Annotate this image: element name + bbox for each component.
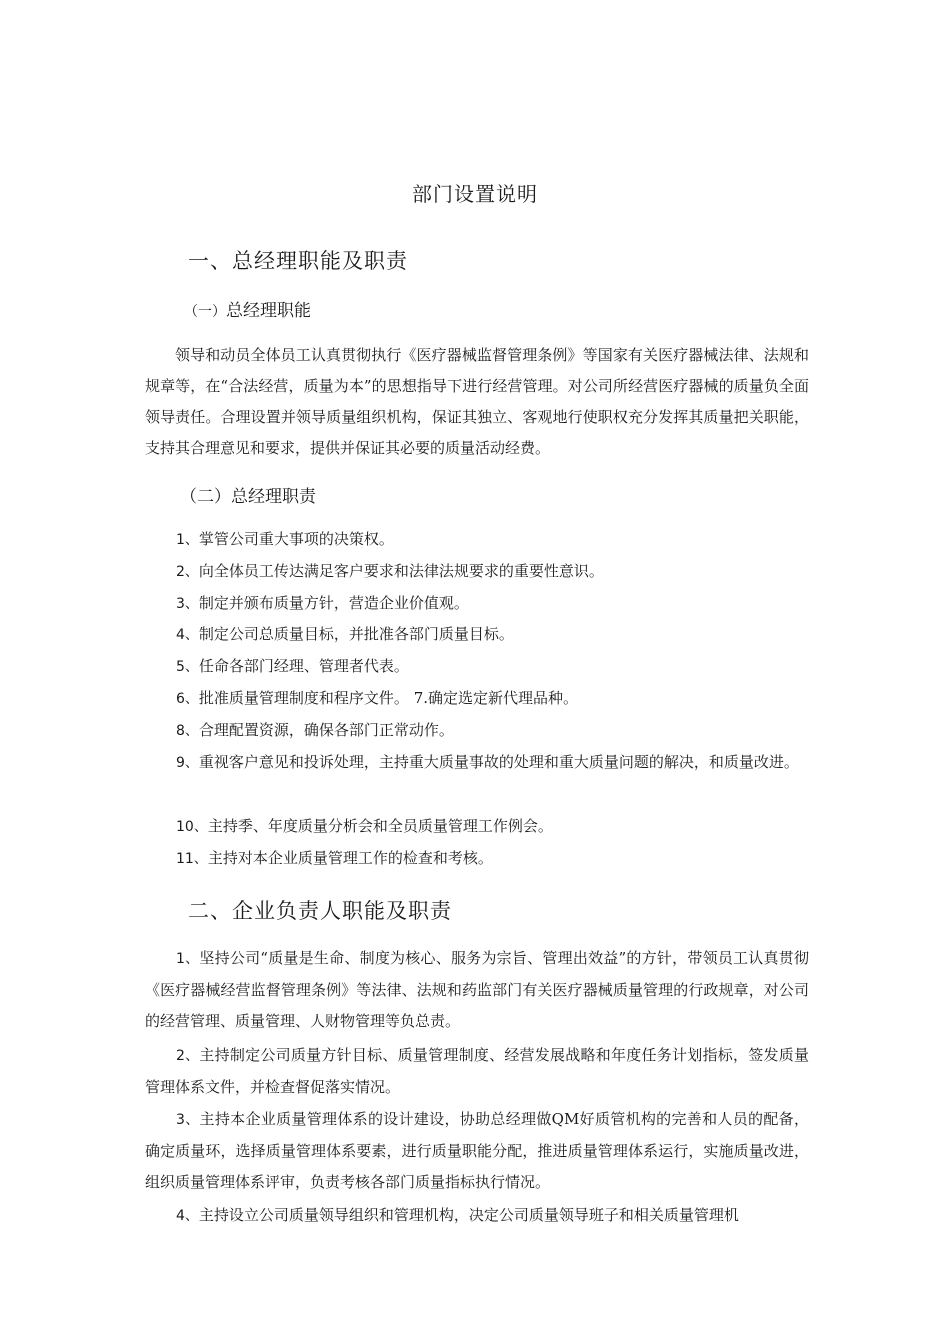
list-item — [176, 556, 604, 588]
list-item — [145, 747, 809, 779]
list-item-number: 6、 — [176, 691, 199, 707]
list-item-number: 1、 — [176, 951, 200, 967]
section-2-heading: 二、企业负责人职能及职责 — [188, 899, 452, 923]
list-item-number: 1、 — [176, 532, 199, 548]
list-item — [145, 1104, 809, 1198]
list-item-text: 合理配置资源，确保各部门正常动作。 — [198, 721, 454, 739]
section-1-sub-2-heading: （二）总经理职责 — [180, 487, 316, 507]
list-item — [145, 1200, 809, 1232]
list-item-number: 2、 — [176, 1048, 200, 1064]
list-item-text: 主持本企业质量管理体系的设计建设，协助总经理做QM好质管机构的完善和人员的配备，确定质量环，选择质量管理体系要素，进行质量职能分配，推进质量管理体系运行，实施质量改进，组织质量管理体系评审，负责考核各部门质量指标执行情况。 — [145, 1110, 809, 1191]
section-1-sub-1-heading — [184, 296, 311, 321]
list-item-number: 11、 — [176, 851, 208, 867]
list-item-number: 4、 — [176, 627, 199, 643]
list-item-number: 3、 — [176, 1112, 200, 1128]
list-item — [176, 683, 578, 715]
list-item-text: 制定并颁布质量方针，营造企业价值观。 — [198, 594, 469, 612]
section-1-sub-1-paragraph: 领导和动员全体员工认真贯彻执行《医疗器械监督管理条例》等国家有关医疗器械法律、法规和规章等，在“合法经营，质量为本”的思想指导下进行经营管理。对公司所经营医疗器械的质量负全面领导责任。合理设置并领导质量组织机构，保证其独立、客观地行使职权充分发挥其质量把关职能，支持其合理意见和要求，提供并保证其必要的质量活动经费。 — [145, 346, 809, 457]
list-item-text: 主持制定公司质量方针目标、质量管理制度、经营发展战略和年度任务计划指标，签发质量管理体系文件，并检查督促落实情况。 — [145, 1046, 809, 1096]
list-item — [176, 524, 394, 556]
list-item — [176, 619, 514, 651]
list-item-text: 主持季、年度质量分析会和全员质量管理工作例会。 — [207, 817, 553, 835]
list-item — [145, 943, 809, 1037]
list-item — [176, 811, 553, 843]
list-item — [176, 651, 409, 683]
list-item-text: 制定公司总质量目标，并批准各部门质量目标。 — [198, 625, 514, 643]
list-item — [176, 588, 469, 620]
list-item-text: 重视客户意见和投诉处理，主持重大质量事故的处理和重大质量问题的解决，和质量改进。 — [198, 753, 799, 771]
sub-heading-paren: （一） — [184, 304, 226, 320]
sub-heading-text: 总经理职能 — [226, 301, 311, 321]
section-1-heading: 一、总经理职能及职责 — [188, 249, 408, 273]
list-item — [176, 715, 454, 747]
list-item-number: 3、 — [176, 596, 199, 612]
list-item-number: 8、 — [176, 723, 199, 739]
list-item-text: 坚持公司“质量是生命、制度为核心、服务为宗旨、管理出效益”的方针，带领员工认真贯彻《医疗器械经营监督管理条例》等法律、法规和药监部门有关医疗器械质量管理的行政规章，对公司的经营管理、质量管理、人财物管理等负总责。 — [145, 949, 809, 1030]
list-item-number: 9、 — [176, 755, 199, 771]
list-item-number: 4、 — [176, 1208, 199, 1224]
list-item-text: 主持对本企业质量管理工作的检查和考核。 — [207, 849, 493, 867]
list-item-text: 主持设立公司质量领导组织和管理机构，决定公司质量领导班子和相关质量管理机 — [198, 1206, 739, 1224]
list-item-number: 5、 — [176, 659, 199, 675]
list-item — [145, 1040, 809, 1103]
list-item — [176, 843, 493, 875]
list-item-text: 任命各部门经理、管理者代表。 — [198, 657, 409, 675]
list-item-text: 向全体员工传达满足客户要求和法律法规要求的重要性意识。 — [198, 562, 604, 580]
list-item-text: 批准质量管理制度和程序文件。 7.确定选定新代理品种。 — [198, 689, 579, 707]
document-title: 部门设置说明 — [412, 182, 538, 206]
list-item-text: 掌管公司重大事项的决策权。 — [198, 530, 394, 548]
list-item-number: 2、 — [176, 564, 199, 580]
list-item-number: 10、 — [176, 819, 208, 835]
